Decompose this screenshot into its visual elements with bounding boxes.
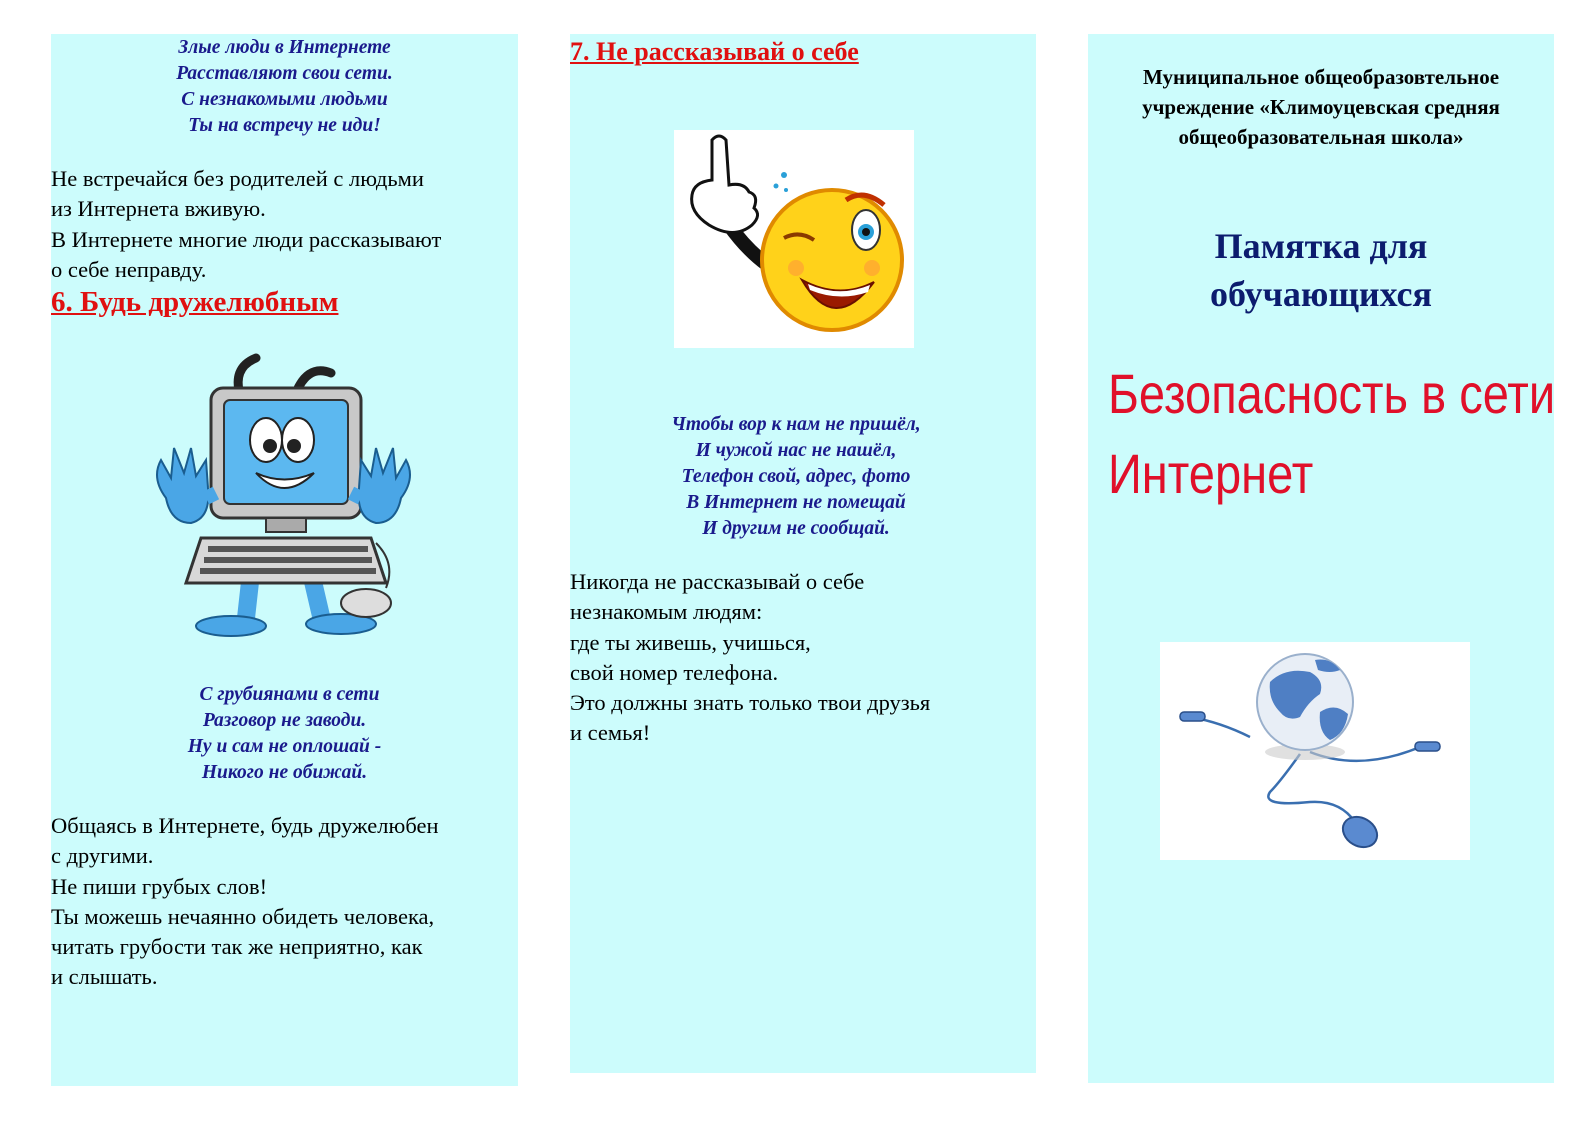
poem-line: С незнакомыми людьми — [181, 89, 388, 110]
heading-be-friendly: 6. Будь дружелюбным — [51, 286, 339, 318]
subtitle-line: Памятка для — [1214, 226, 1428, 266]
text-friendly-advice — [51, 811, 439, 993]
text-line: учреждение «Климоуцевская средняя — [1142, 95, 1500, 119]
title-line: Безопасность в сети — [1108, 362, 1556, 425]
title-line: Интернет — [1108, 442, 1314, 505]
poem-line: И чужой нас не нашёл, — [695, 440, 897, 461]
poem-line: С грубиянами в сети — [199, 684, 380, 705]
text-line: незнакомым людям: — [570, 599, 763, 625]
text-line: Муниципальное общеобразовтельное — [1142, 65, 1500, 89]
text-line: Не пиши грубых слов! — [51, 873, 268, 899]
poem-line: Ты на встречу не иди! — [188, 115, 381, 136]
text-line: из Интернета вживую. — [51, 196, 266, 222]
poem-rude-people — [51, 682, 518, 786]
text-line: Это должны знать только твои друзья — [570, 690, 931, 716]
text-line: и слышать. — [51, 964, 158, 990]
poem-line: Расставляют свои сети. — [176, 63, 393, 84]
text-privacy-advice — [570, 567, 930, 749]
text-line: читать грубости так же неприятно, как — [51, 934, 423, 960]
subtitle — [1088, 222, 1554, 318]
text-meeting-advice — [51, 164, 441, 285]
institution-name — [1088, 62, 1554, 152]
poem-line: Ну и сам не оплошай - — [187, 736, 382, 757]
poem-line: В Интернет не помещай — [686, 492, 906, 513]
globe-mouse-icon — [1160, 642, 1470, 860]
poem-thief — [570, 412, 1022, 542]
right-panel — [1088, 34, 1554, 1083]
poem-line: Телефон свой, адрес, фото — [681, 466, 911, 487]
poem-line: Разговор не заводи. — [202, 710, 367, 731]
text-line: Ты можешь нечаянно обидеть человека, — [51, 903, 435, 929]
poem-line: Чтобы вор к нам не пришёл, — [671, 414, 921, 435]
heading-dont-tell: 7. Не рассказывай о себе — [570, 37, 859, 66]
text-line: Не встречайся без родителей с людьми — [51, 166, 424, 191]
poem-strangers — [51, 35, 518, 139]
text-line: и семья! — [570, 720, 651, 746]
left-panel — [51, 34, 518, 1086]
middle-panel — [570, 34, 1036, 1073]
cartoon-computer-icon — [146, 348, 421, 638]
text-line: Никогда не рассказывай о себе — [570, 569, 865, 594]
title — [1108, 354, 1555, 514]
poem-line: И другим не сообщай. — [702, 518, 890, 539]
text-line: с другими. — [51, 843, 154, 869]
text-line: В Интернете многие люди рассказывают — [51, 226, 442, 252]
text-line: общеобразовательная школа» — [1178, 125, 1464, 149]
text-line: свой номер телефона. — [570, 659, 779, 685]
poem-line: Злые люди в Интернете — [178, 37, 391, 58]
poem-line: Никого не обижай. — [201, 762, 368, 783]
text-line: где ты живешь, учишься, — [570, 629, 811, 655]
text-line: Общаясь в Интернете, будь дружелюбен — [51, 813, 439, 838]
subtitle-line: обучающихся — [1210, 274, 1432, 314]
winking-smiley-icon — [674, 130, 914, 348]
text-line: о себе неправду. — [51, 256, 207, 282]
